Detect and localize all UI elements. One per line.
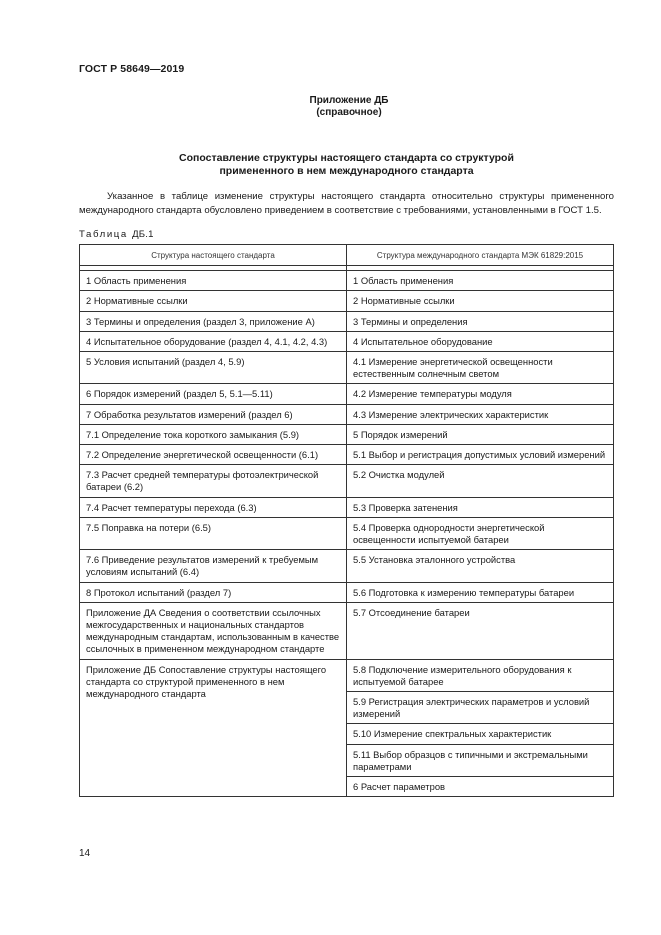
table-row (80, 424, 614, 444)
table-row (80, 384, 614, 404)
table-row (80, 465, 614, 497)
right-cell: 5.1 Выбор и регистрация допустимых условий измерений (347, 445, 614, 465)
right-cell: 3 Термины и определения (347, 311, 614, 331)
column-header-national: Структура настоящего стандарта (80, 245, 347, 266)
table-row (80, 602, 614, 659)
left-cell: 1 Область применения (80, 271, 347, 291)
right-cell: 5.11 Выбор образцов с типичными и экстремальными параметрами (347, 744, 614, 776)
table-row (80, 331, 614, 351)
left-cell: 7.1 Определение тока короткого замыкания (5.9) (80, 424, 347, 444)
table-row (80, 352, 614, 384)
appendix-subtitle: (справочное) (316, 107, 382, 118)
table-row (80, 311, 614, 331)
left-cell: 8 Протокол испытаний (раздел 7) (80, 582, 347, 602)
table-caption (79, 229, 154, 240)
left-cell: 2 Нормативные ссылки (80, 291, 347, 311)
table-row (80, 497, 614, 517)
right-cell: 5.3 Проверка затенения (347, 497, 614, 517)
table-row (80, 445, 614, 465)
left-cell-merged: Приложение ДБ Сопоставление структуры настоящего стандарта со структурой примененного в нем международного стандарта (80, 659, 347, 797)
right-cell: 4.3 Измерение электрических характеристик (347, 404, 614, 424)
table-caption-number: ДБ.1 (132, 229, 154, 240)
left-cell: 7.2 Определение энергетической освещенности (6.1) (80, 445, 347, 465)
column-header-international: Структура международного стандарта МЭК 61829:2015 (347, 245, 614, 266)
left-cell: 5 Условия испытаний (раздел 4, 5.9) (80, 352, 347, 384)
right-cell: 5.8 Подключение измерительного оборудования к испытуемой батарее (347, 659, 614, 691)
section-title-line-2: примененного в нем международного стандарта (219, 165, 474, 177)
standard-code: ГОСТ Р 58649—2019 (79, 63, 185, 75)
right-cell: 5.7 Отсоединение батареи (347, 602, 614, 659)
appendix-title: Приложение ДБ (309, 95, 389, 106)
right-cell: 4.1 Измерение энергетической освещенности естественным солнечным светом (347, 352, 614, 384)
right-cell: 2 Нормативные ссылки (347, 291, 614, 311)
table-row (80, 404, 614, 424)
intro-paragraph: Указанное в таблице изменение структуры настоящего стандарта относительно структуры примененного международного стандарта обусловлено приведением в соответствие с требованиями, установленными в ГОСТ 1.5. (79, 191, 614, 216)
section-title-line-1: Сопоставление структуры настоящего стандарта со структурой (179, 152, 514, 164)
left-cell: 6 Порядок измерений (раздел 5, 5.1—5.11) (80, 384, 347, 404)
right-cell: 5.5 Установка эталонного устройства (347, 550, 614, 582)
right-cell: 5.9 Регистрация электрических параметров и условий измерений (347, 692, 614, 724)
right-cell: 5 Порядок измерений (347, 424, 614, 444)
appendix-heading (0, 95, 661, 119)
left-cell: 7.5 Поправка на потери (6.5) (80, 517, 347, 549)
table-row (80, 517, 614, 549)
right-cell: 4.2 Измерение температуры модуля (347, 384, 614, 404)
structure-comparison-table (79, 244, 614, 797)
left-cell: 4 Испытательное оборудование (раздел 4, 4.1, 4.2, 4.3) (80, 331, 347, 351)
left-cell: 7.3 Расчет средней температуры фотоэлектрической батареи (6.2) (80, 465, 347, 497)
right-cell: 5.4 Проверка однородности энергетической освещенности испытуемой батареи (347, 517, 614, 549)
table-row (80, 550, 614, 582)
table-row (80, 582, 614, 602)
page-number: 14 (79, 848, 91, 859)
right-cell: 6 Расчет параметров (347, 777, 614, 797)
left-cell: 7.6 Приведение результатов измерений к требуемым условиям испытаний (6.4) (80, 550, 347, 582)
table-row (80, 659, 614, 691)
table-row (80, 291, 614, 311)
left-cell: 7 Обработка результатов измерений (раздел 6) (80, 404, 347, 424)
table-header-row (80, 245, 614, 266)
right-cell: 5.2 Очистка модулей (347, 465, 614, 497)
right-cell: 4 Испытательное оборудование (347, 331, 614, 351)
left-cell: 7.4 Расчет температуры перехода (6.3) (80, 497, 347, 517)
right-cell: 5.6 Подготовка к измерению температуры батареи (347, 582, 614, 602)
left-cell: Приложение ДА Сведения о соответствии ссылочных межгосударственных и национальных стандартов международным стандартам, использованным в качестве ссылочных в примененном международном стандарте (80, 602, 347, 659)
table-row (80, 271, 614, 291)
section-title (79, 152, 614, 178)
right-cell: 1 Область применения (347, 271, 614, 291)
right-cell: 5.10 Измерение спектральных характеристик (347, 724, 614, 744)
table-caption-word: Таблица (79, 229, 128, 240)
left-cell: 3 Термины и определения (раздел 3, приложение А) (80, 311, 347, 331)
